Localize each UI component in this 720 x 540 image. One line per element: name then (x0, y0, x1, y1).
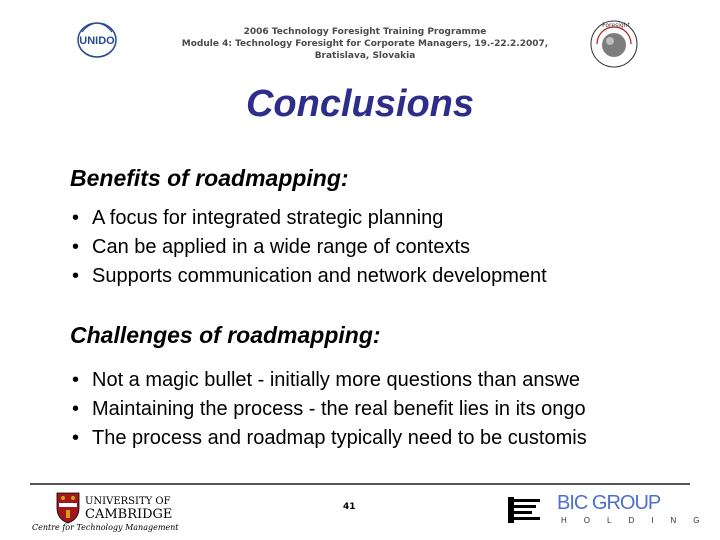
foresight-logo-text: Foresight (602, 22, 630, 29)
bic-group-name: BIC GROUP (557, 492, 661, 514)
challenges-list (72, 366, 720, 453)
list-item: • Maintaining the process - the real benefit lies in its ongo (72, 395, 720, 424)
list-item: • Supports communication and network development (72, 262, 547, 291)
challenges-heading: Challenges of roadmapping: (70, 322, 381, 348)
cambridge-logo (55, 490, 185, 526)
list-item: • Not a magic bullet - initially more questions than answe (72, 366, 720, 395)
centre-label: Centre for Technology Management (32, 523, 179, 532)
header-line-2: Module 4: Technology Foresight for Corporate Managers, 19.-22.2.2007, (181, 39, 549, 49)
unido-logo-text: UNIDO (79, 35, 115, 47)
university-line-1: UNIVERSITY OF (85, 496, 171, 507)
page-number: 41 (343, 502, 356, 512)
footer-divider (30, 483, 690, 485)
list-item: • A focus for integrated strategic planning (72, 204, 547, 233)
header-line-3: Bratislava, Slovakia (314, 51, 416, 61)
university-line-2: CAMBRIDGE (85, 507, 173, 522)
unido-logo (76, 20, 118, 60)
bic-holding-label: HOLDING (561, 516, 717, 525)
benefits-list (72, 204, 547, 291)
stacked-bars-icon (508, 497, 540, 523)
header-text (160, 26, 570, 62)
foresight-logo (588, 18, 640, 70)
benefits-heading: Benefits of roadmapping: (70, 165, 349, 191)
list-item: • Can be applied in a wide range of contexts (72, 233, 547, 262)
slide-title: Conclusions (245, 83, 475, 125)
header-line-1: 2006 Technology Foresight Training Programme (243, 27, 487, 37)
list-item: • The process and roadmap typically need to be customis (72, 424, 720, 453)
